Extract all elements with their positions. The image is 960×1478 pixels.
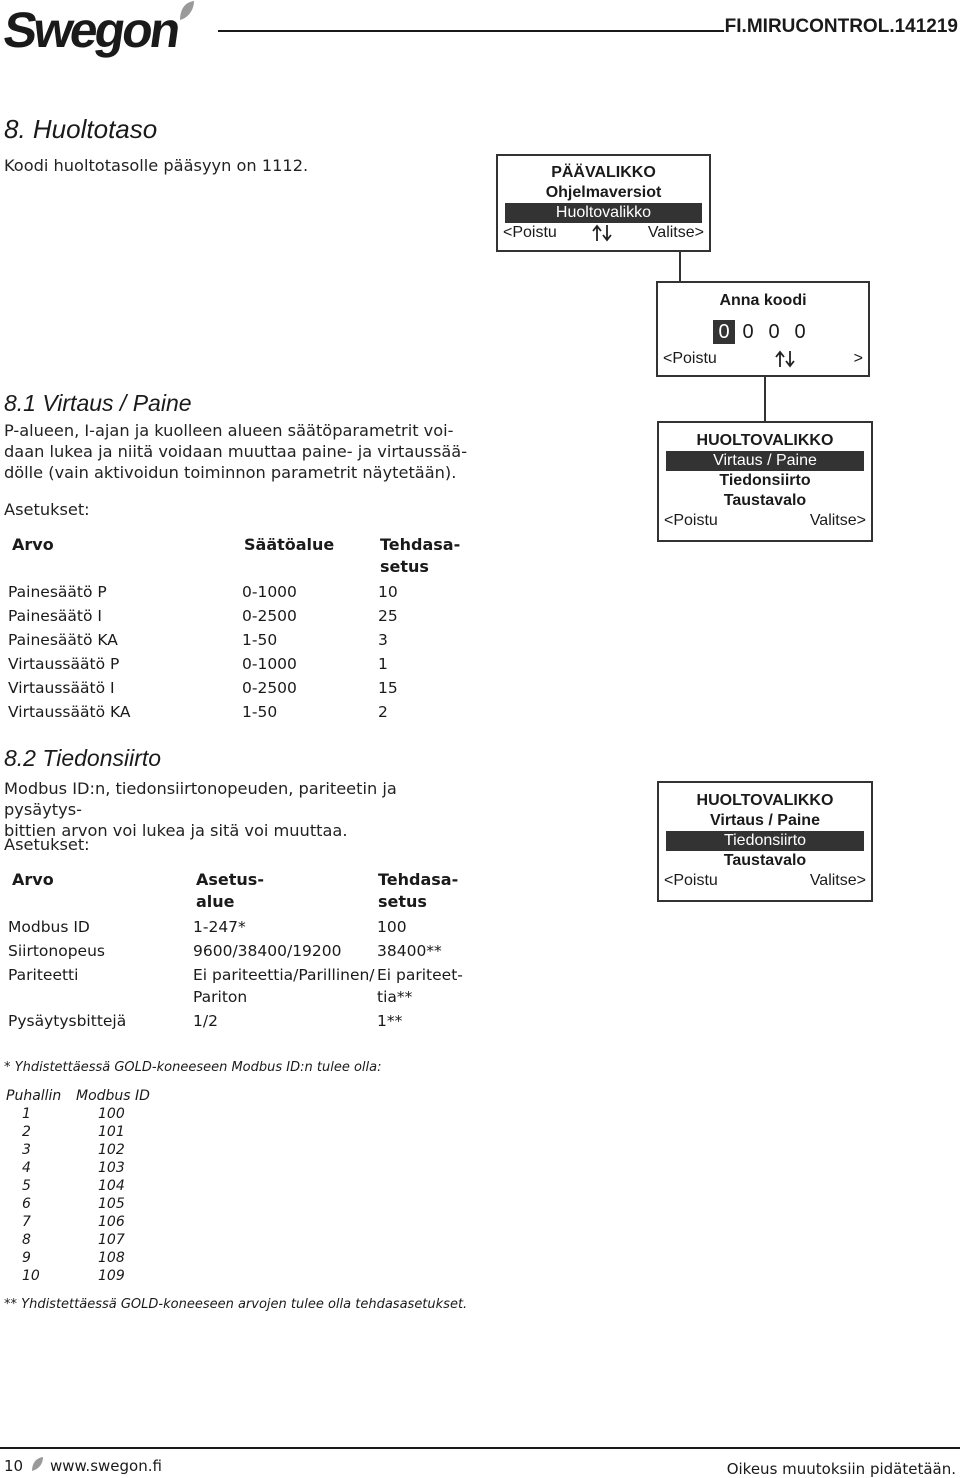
footnote-modbus-id: 104: [98, 1178, 125, 1194]
footnote-fan-number: 3: [22, 1142, 31, 1158]
table1-cell: 0-2500: [242, 679, 297, 697]
table2-cell: Ei pariteet-: [377, 966, 463, 984]
table1-cell: 1: [378, 655, 388, 673]
lcd-item-huoltovalikko[interactable]: Huoltovalikko: [505, 203, 702, 223]
text-line: bittien arvon voi lukea ja sitä voi muuttaa.: [4, 821, 348, 840]
lcd-code-entry: [656, 281, 870, 377]
code-digit-1[interactable]: 0: [713, 320, 735, 344]
table2-header-arvo: Arvo: [12, 870, 54, 889]
section-82-settings-label: Asetukset:: [4, 835, 90, 854]
footer-rule: [0, 1447, 960, 1449]
section-82-title: 8.2 Tiedonsiirto: [4, 745, 162, 771]
footnote-modbus-id: 108: [98, 1250, 125, 1266]
lcd-title: HUOLTOVALIKKO: [696, 432, 834, 449]
text-line: Modbus ID:n, tiedonsiirtonopeuden, pariteetin ja pysäytys-: [4, 779, 397, 819]
page-number: 10: [4, 1457, 24, 1475]
footnote-modbus-id: 105: [98, 1196, 125, 1212]
table2-cell: 9600/38400/19200: [193, 942, 342, 960]
footnote-fan-number: 6: [22, 1196, 31, 1212]
lcd-back-key[interactable]: <Poistu: [663, 350, 717, 367]
table1-cell: 2: [378, 703, 388, 721]
section-8-title: 8. Huoltotaso: [4, 114, 158, 144]
lcd-softkeys: [658, 349, 868, 369]
table1-header-arvo: Arvo: [12, 535, 54, 554]
doc-code: FI.MIRUCONTROL.141219: [724, 16, 958, 37]
lcd-service-menu-virtaus: [657, 421, 873, 542]
lcd-item-virtaus-paine[interactable]: Virtaus / Paine: [666, 451, 864, 471]
text-line: P-alueen, I-ajan ja kuolleen alueen säätöparametrit voi-: [4, 421, 454, 440]
table1-header-tehdas-2: setus: [380, 557, 429, 576]
table1-cell: 0-1000: [242, 583, 297, 601]
footnote-modbus-id: 100: [98, 1106, 125, 1122]
up-down-arrows-icon: [774, 350, 796, 368]
table2-cell: 38400**: [377, 942, 442, 960]
footnote-fan-number: 2: [22, 1124, 31, 1140]
lcd-softkeys: [498, 223, 709, 243]
lcd-item-virtaus-paine[interactable]: Virtaus / Paine: [710, 812, 820, 829]
text-line: daan lukea ja niitä voidaan muuttaa paine- ja virtaussää-: [4, 442, 468, 461]
lcd-service-menu-tiedonsiirto: [657, 781, 873, 902]
table1-cell: 0-2500: [242, 607, 297, 625]
lcd-softkeys: [659, 511, 871, 531]
lcd-item-taustavalo[interactable]: Taustavalo: [723, 852, 807, 869]
footnote-modbus-id: 107: [98, 1232, 125, 1248]
table1-cell: 10: [378, 583, 398, 601]
lcd-title: Anna koodi: [719, 292, 807, 309]
footnote-fan-number: 4: [22, 1160, 31, 1176]
lcd-select-key[interactable]: Valitse>: [647, 224, 704, 241]
table2-cell: Pariteetti: [8, 966, 79, 984]
footnote-fan-number: 5: [22, 1178, 31, 1194]
lcd-select-key[interactable]: Valitse>: [809, 872, 866, 889]
code-digit-4[interactable]: 0: [794, 321, 806, 343]
footnote-col-modbus: Modbus ID: [76, 1088, 150, 1104]
footer-url[interactable]: www.swegon.fi: [50, 1457, 162, 1475]
table1-cell: Painesäätö P: [8, 583, 107, 601]
code-digits: [658, 320, 868, 344]
footnote-modbus-id: 101: [98, 1124, 125, 1140]
table2-cell: Siirtonopeus: [8, 942, 105, 960]
table2-cell: Ei pariteettia/Parillinen/: [193, 966, 375, 984]
lcd-back-key[interactable]: <Poistu: [503, 224, 557, 241]
footnote-1: * Yhdistettäessä GOLD-koneeseen Modbus ID:n tulee olla:: [4, 1060, 382, 1075]
up-down-arrows-icon: [591, 224, 613, 242]
footnote-fan-number: 9: [22, 1250, 31, 1266]
table1-cell: Virtaussäätö KA: [8, 703, 131, 721]
table2-cell: 1-247*: [193, 918, 246, 936]
table1-cell: 0-1000: [242, 655, 297, 673]
lcd-item-taustavalo[interactable]: Taustavalo: [723, 492, 807, 509]
lcd-select-key[interactable]: Valitse>: [809, 512, 866, 529]
section-81-text: [4, 420, 474, 483]
table1-cell: 1-50: [242, 703, 278, 721]
footnote-modbus-id: 106: [98, 1214, 125, 1230]
table1-cell: 1-50: [242, 631, 278, 649]
table2-header-asetus-1: Asetus-: [196, 870, 264, 889]
table1-cell: Virtaussäätö I: [8, 679, 115, 697]
section-8-intro: Koodi huoltotasolle pääsyyn on 1112.: [4, 156, 309, 175]
section-82-text: [4, 778, 474, 841]
brand-logo: Swegon: [0, 2, 182, 58]
leaf-icon: [176, 0, 196, 22]
lcd-next-key[interactable]: >: [853, 350, 863, 367]
table1-cell: 25: [378, 607, 398, 625]
lcd-main-menu: [496, 154, 711, 252]
footnote-modbus-id: 103: [98, 1160, 125, 1176]
code-digit-2[interactable]: 0: [742, 321, 754, 343]
lcd-title: HUOLTOVALIKKO: [696, 792, 834, 809]
table2-header-asetus-2: alue: [196, 892, 235, 911]
footnote-fan-number: 10: [22, 1268, 40, 1284]
text-line: dölle (vain aktivoidun toiminnon parametrit näytetään).: [4, 463, 457, 482]
table1-header-saatoalue: Säätöalue: [244, 535, 335, 554]
footnote-modbus-id: 102: [98, 1142, 125, 1158]
lcd-title: PÄÄVALIKKO: [551, 164, 656, 181]
table2-cell: Modbus ID: [8, 918, 90, 936]
footnote-modbus-id: 109: [98, 1268, 125, 1284]
table2-header-tehdas-2: setus: [378, 892, 427, 911]
footnote-2: ** Yhdistettäessä GOLD-koneeseen arvojen tulee olla tehdasasetukset.: [4, 1297, 468, 1312]
table1-cell: 3: [378, 631, 388, 649]
section-81-title: 8.1 Virtaus / Paine: [4, 390, 192, 416]
lcd-back-key[interactable]: <Poistu: [664, 872, 718, 889]
table2-cell: tia**: [377, 988, 413, 1006]
code-digit-3[interactable]: 0: [768, 321, 780, 343]
lcd-item-tiedonsiirto[interactable]: Tiedonsiirto: [719, 472, 811, 489]
connector-line: [764, 376, 766, 422]
table1-header-tehdas-1: Tehdasa-: [380, 535, 461, 554]
table2-cell: Pysäytysbittejä: [8, 1012, 127, 1030]
connector-line: [679, 252, 681, 282]
footnote-fan-number: 7: [22, 1214, 31, 1230]
lcd-back-key[interactable]: <Poistu: [664, 512, 718, 529]
table2-header-tehdas-1: Tehdasa-: [378, 870, 459, 889]
table1-cell: Painesäätö I: [8, 607, 102, 625]
footnote-fan-number: 8: [22, 1232, 31, 1248]
leaf-icon: [30, 1456, 44, 1472]
footer-rights: Oikeus muutoksiin pidätetään.: [726, 1460, 956, 1478]
table2-cell: 1**: [377, 1012, 403, 1030]
table2-cell: Pariton: [193, 988, 248, 1006]
footnote-fan-number: 1: [22, 1106, 31, 1122]
table1-cell: 15: [378, 679, 398, 697]
lcd-softkeys: [659, 871, 871, 891]
section-81-settings-label: Asetukset:: [4, 500, 90, 519]
lcd-item-tiedonsiirto[interactable]: Tiedonsiirto: [666, 831, 864, 851]
header-rule: [218, 30, 724, 32]
lcd-item-ohjelmaversiot[interactable]: Ohjelmaversiot: [545, 184, 662, 201]
table1-cell: Virtaussäätö P: [8, 655, 120, 673]
table2-cell: 100: [377, 918, 407, 936]
table2-cell: 1/2: [193, 1012, 218, 1030]
footnote-col-puhallin: Puhallin: [6, 1088, 62, 1104]
table1-cell: Painesäätö KA: [8, 631, 118, 649]
